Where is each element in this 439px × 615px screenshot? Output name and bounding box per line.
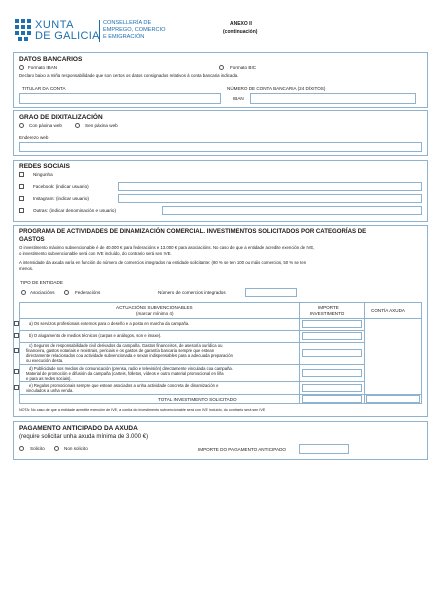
other-social-input[interactable] <box>162 206 422 215</box>
iban-label: IBAN <box>233 96 244 101</box>
social-title: REDES SOCIAIS <box>19 163 70 170</box>
payment-no-radio[interactable] <box>54 446 59 451</box>
payment-yes-radio[interactable] <box>19 446 24 451</box>
without-web-radio[interactable] <box>75 123 80 128</box>
col-actions-subheader: (marcar mínimo 4) <box>136 311 174 316</box>
row-d-text-line3: e para as redes sociais). <box>26 376 72 381</box>
other-social-label: Outras: (indicar denominación e usuario) <box>33 208 116 213</box>
with-web-label: Con páxina web <box>29 123 62 128</box>
payment-title: PAGAMENTO ANTICIPADO DA AXUDA <box>19 425 138 432</box>
row-a-text: a) Os servizos profesionais externos para o deseño e a posta en marcha da campaña. <box>29 321 190 326</box>
row-a-divider <box>19 330 364 331</box>
row-c-divider <box>19 364 364 365</box>
format-iban-label: Formato IBAN <box>28 65 58 70</box>
with-web-radio[interactable] <box>19 123 24 128</box>
row-d-divider <box>19 381 364 382</box>
row-b-importe-input[interactable] <box>302 332 362 340</box>
row-d-importe-input[interactable] <box>302 369 362 377</box>
logo-text-line1: XUNTA <box>35 19 74 31</box>
program-note2-line2: menos. <box>19 266 34 271</box>
social-none-checkbox[interactable] <box>19 172 24 177</box>
row-a-importe-input[interactable] <box>302 320 362 328</box>
row-c-text-line2: financeira, gastos notariais e rexistrais, periciais e os gastos de garantía bancaria sempre que estean <box>26 348 215 353</box>
annex-subtitle: (continuación) <box>223 29 258 35</box>
row-e-text-line2: vinculados a unha venda. <box>26 388 74 393</box>
payment-yes-label: Solicito <box>30 446 45 451</box>
without-web-label: Sen páxina web <box>85 123 118 128</box>
iban-input[interactable] <box>250 93 416 104</box>
department-line2: EMPREGO, COMERCIO <box>103 27 166 33</box>
entity-type-label: TIPO DE ENTIDADE <box>20 280 63 285</box>
instagram-checkbox[interactable] <box>19 196 24 201</box>
row-c-text-line1: c) Seguros de responsabilidade civil derivados da campaña. Gastos financeiros, de asesoría xurídica ou <box>29 343 223 348</box>
bank-declaration: Declaro baixo a miña responsabilidade que son certos os datos consignados relativos á conta bancaria indicada. <box>19 73 239 78</box>
department-line1: CONSELLERÍA DE <box>103 20 152 26</box>
instagram-label: Instagram: (indicar usuario) <box>33 196 89 201</box>
advance-amount-label: IMPORTE DO PAGAMENTO ANTICIPADO <box>198 447 286 452</box>
facebook-label: Facebook: (indicar usuario) <box>33 184 89 189</box>
row-e-text-line1: e) Regalos promocionais sempre que estean asociados a unha actividade concreta de dinamización e <box>29 383 219 388</box>
account-number-label: NÚMERO DE CONTA BANCARIA (24 DÍXITOS) <box>227 86 326 91</box>
program-title-line2: GASTOS <box>19 236 45 243</box>
program-nota: NOTA: No caso de que a entidade acredite exención de IVE, a contía do investimento subvencionable será con IVE incluído, do contrario será sen IVE <box>19 408 266 412</box>
row-e-importe-input[interactable] <box>302 384 362 392</box>
col-importe-header-line2: INVESTIMENTO <box>310 311 345 316</box>
association-radio[interactable] <box>21 290 26 295</box>
bank-section-title: DATOS BANCARIOS <box>19 56 83 63</box>
table-header-divider <box>19 318 422 319</box>
federation-label: Federacións <box>75 290 101 295</box>
total-investment-label: TOTAL INVESTIMENTO SOLICITADO <box>158 397 237 402</box>
program-title-line1: PROGRAMA DE ACTIVIDADES DE DINAMIZACIÓN COMERCIAL. INVESTIMENTOS SOLICITADOS POR CATEGORÍAS DE <box>19 228 367 235</box>
row-c-text-line3: directamente relacionados coa actividade subvencionada e sexan indispensables para a adecuada preparación <box>26 353 233 358</box>
web-address-label: Enderezo web <box>19 135 49 140</box>
program-note1-line1: O investimento máximo subvencionable é de 40.000 € para federacións e 13.000 € para asociacións. No caso de que a entidade acredite exención de IVE, <box>19 245 315 250</box>
facebook-user-input[interactable] <box>118 182 422 191</box>
col-importe-header-line1: IMPORTE <box>318 305 339 310</box>
row-d-checkbox[interactable] <box>14 369 19 374</box>
logo-divider <box>99 20 100 42</box>
row-b-text: b) O alugamento de medios técnicos (carpas e análogos, son e imaxe). <box>29 333 162 338</box>
col-actions-header: ACTUACIÓNS SUBVENCIONABLES <box>116 305 193 310</box>
row-c-checkbox[interactable] <box>14 348 19 353</box>
total-contia-input[interactable] <box>366 395 420 403</box>
web-address-input[interactable] <box>19 142 422 152</box>
format-bic-label: Formato BIC <box>230 65 257 70</box>
row-c-importe-input[interactable] <box>302 349 362 357</box>
num-comercios-input[interactable] <box>245 288 297 297</box>
account-holder-input[interactable] <box>19 93 221 104</box>
other-social-checkbox[interactable] <box>19 208 24 213</box>
federation-radio[interactable] <box>64 290 69 295</box>
row-a-checkbox[interactable] <box>14 321 19 326</box>
program-note1-line2: o investimento subvencionable será con IVE incluído, do contrario será sen IVE. <box>19 251 172 256</box>
payment-subtitle: (require solicitar unha axuda mínima de 3.000 €) <box>19 434 149 440</box>
association-label: Asociacións <box>30 290 55 295</box>
program-note2-line1: A intensidade da axuda varía en función do número de comercios integrados na entidade solicitante: (80 % se ten 100 ou máis comercios, 50 % se ten <box>19 260 307 265</box>
total-importe-input[interactable] <box>302 395 362 403</box>
row-b-checkbox[interactable] <box>14 333 19 338</box>
social-none-label: Ningunha <box>33 172 53 177</box>
row-d-text-line1: d) Publicidade nos medios de comunicación (prensa, radio e televisión) directamente vinculada coa campaña. <box>29 366 233 371</box>
logo-text-line2: DE GALICIA <box>35 30 100 42</box>
annex-title: ANEXO II <box>230 21 252 27</box>
col-contia-header: CONTÍA AXUDA <box>371 308 405 313</box>
num-comercios-label: Número de comercios integrados <box>158 290 226 295</box>
payment-no-label: Non solicito <box>64 446 88 451</box>
advance-amount-input[interactable] <box>299 444 349 454</box>
instagram-user-input[interactable] <box>118 194 422 203</box>
account-holder-label: TITULAR DA CONTA <box>22 86 66 91</box>
facebook-checkbox[interactable] <box>19 184 24 189</box>
row-c-text-line4: ou execución desta. <box>26 358 64 363</box>
row-d-text-line2: Material de promoción e difusión da campaña (carteis, folletos, vídeos e outro material promocional en liña <box>26 371 224 376</box>
format-iban-radio[interactable] <box>19 65 24 70</box>
digitalization-title: GRAO DE DIXITALIZACIÓN <box>19 114 103 121</box>
department-line3: E EMIGRACIÓN <box>103 34 145 40</box>
xunta-logo <box>14 18 32 44</box>
format-bic-radio[interactable] <box>219 65 224 70</box>
row-e-checkbox[interactable] <box>14 385 19 390</box>
